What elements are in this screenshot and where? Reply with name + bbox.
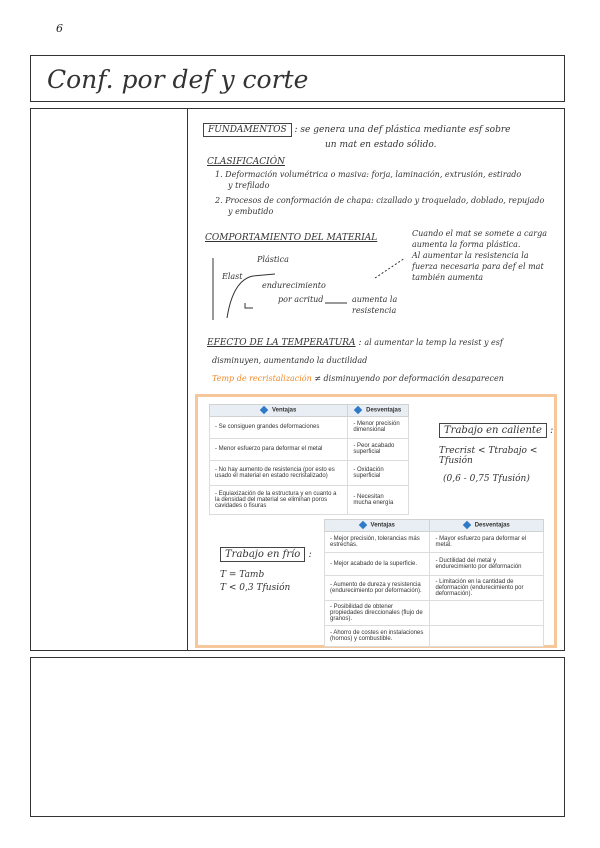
- comportamiento-label: COMPORTAMIENTO DEL MATERIAL: [205, 233, 378, 243]
- table-row: - Mejor acabado de la superficie. - Ductilidad del metal y endurecimiento por deformación: [325, 552, 544, 575]
- fundamentos-label: FUNDAMENTOS: [203, 123, 292, 137]
- frio-formula-1: T = Tamb: [220, 570, 265, 580]
- caliente-box: Trabajo en caliente : Trecrist < Ttrabajo < Tfusión (0,6 - 0,75 Tfusión): [439, 425, 554, 484]
- table-row: - Equiaxización de la estructura y en cuanto a la densidad del material se eliminan poros cavidades o fisuras - Necesitan mucha energía: [210, 485, 409, 514]
- efecto-text-2: disminuyen, aumentando la ductilidad: [212, 356, 368, 365]
- page-number: 6: [56, 22, 63, 35]
- efecto-label: EFECTO DE LA TEMPERATURA: [207, 338, 356, 348]
- label-plastica: Plástica: [257, 255, 289, 264]
- orange-note-1: Temp de recristalización: [212, 374, 312, 383]
- fundamentos-row: FUNDAMENTOS : se genera una def plástica mediante esf sobre: [203, 125, 510, 135]
- frio-formula-2: T < 0,3 Tfusión: [220, 583, 291, 593]
- table-row: - Menor esfuerzo para deformar el metal - Peor acabado superficial: [210, 438, 409, 460]
- label-por-acritud: por acritud: [278, 295, 324, 304]
- clasificacion-item-1b: y trefilado: [228, 181, 270, 190]
- diamond-icon: [462, 521, 470, 529]
- clasificacion-item-2b: y embutido: [228, 207, 274, 216]
- frio-header-desventajas: Desventajas: [430, 520, 544, 532]
- clasificacion-label: CLASIFICACIÓN: [207, 157, 285, 167]
- caliente-table: [209, 404, 409, 515]
- clasificacion-item-1: 1. Deformación volumétrica o masiva: forja, laminación, extrusión, estirado: [215, 170, 522, 179]
- bracket-mark: [245, 303, 253, 308]
- diamond-icon: [354, 406, 362, 414]
- diamond-icon: [260, 406, 268, 414]
- frio-header-ventajas: Ventajas: [325, 520, 430, 532]
- table-row: - Se consiguen grandes deformaciones - Menor precisión dimensional: [210, 416, 409, 438]
- dashed-connector: [375, 258, 405, 278]
- efecto-text-1: al aumentar la temp la resist y esf: [364, 338, 503, 347]
- efecto-row: EFECTO DE LA TEMPERATURA : al aumentar la temp la resist y esf: [207, 338, 503, 348]
- summary-box: [30, 657, 565, 817]
- cue-column-divider: [187, 108, 188, 651]
- temperature-comparison-panel: [195, 394, 557, 648]
- clasificacion-item-2: 2. Procesos de conformación de chapa: cizallado y troquelado, doblado, repujado: [215, 196, 545, 205]
- diamond-icon: [358, 521, 366, 529]
- frio-box: Trabajo en frío : T = Tamb T < 0,3 Tfusión: [220, 549, 312, 593]
- frio-table: [324, 519, 544, 647]
- table-row: - No hay aumento de resistencia (por esto es usado el material en estado recristalizado) - Oxidación superficial: [210, 460, 409, 485]
- frio-label: Trabajo en frío: [220, 547, 305, 562]
- comportamiento-note: Cuando el mat se somete a carga aumenta la forma plástica. Al aumentar la resistencia la fuerza necesaria para def el mat también aumenta: [412, 229, 548, 282]
- caliente-formula: Trecrist < Ttrabajo < Tfusión: [439, 446, 538, 466]
- fundamentos-text-2: un mat en estado sólido.: [325, 140, 437, 150]
- label-elast: Elast: [222, 272, 243, 281]
- label-resistencia: resistencia: [352, 306, 397, 315]
- label-endurecimiento: endurecimiento: [262, 281, 326, 290]
- caliente-range: (0,6 - 0,75 Tfusión): [443, 474, 530, 484]
- caliente-header-ventajas: Ventajas: [210, 405, 348, 417]
- table-row: - Posibilidad de obtener propiedades direccionales (flujo de granos).: [325, 600, 544, 625]
- title-box: [30, 55, 565, 102]
- table-row: - Ahorro de costes en instalaciones (hornos) y combustible.: [325, 625, 544, 646]
- table-row: - Aumento de dureza y resistencia (endurecimiento por deformación). - Limitación en la cantidad de deformación (endurecimiento por deformación).: [325, 575, 544, 600]
- fundamentos-text-1: se genera una def plástica mediante esf sobre: [300, 125, 511, 135]
- caliente-header-desventajas: Desventajas: [348, 405, 409, 417]
- orange-note-2: disminuyendo por deformación desaparecen: [323, 374, 504, 383]
- caliente-label: Trabajo en caliente: [439, 423, 547, 438]
- label-aumenta-la: aumenta la: [352, 295, 398, 304]
- table-row: - Mejor precisión, tolerancias más estrechas. - Mayor esfuerzo para deformar el metal.: [325, 531, 544, 552]
- orange-note-row: Temp de recristalización ≠ disminuyendo por deformación desaparecen: [212, 374, 504, 383]
- page-title: Conf. por def y corte: [47, 65, 309, 94]
